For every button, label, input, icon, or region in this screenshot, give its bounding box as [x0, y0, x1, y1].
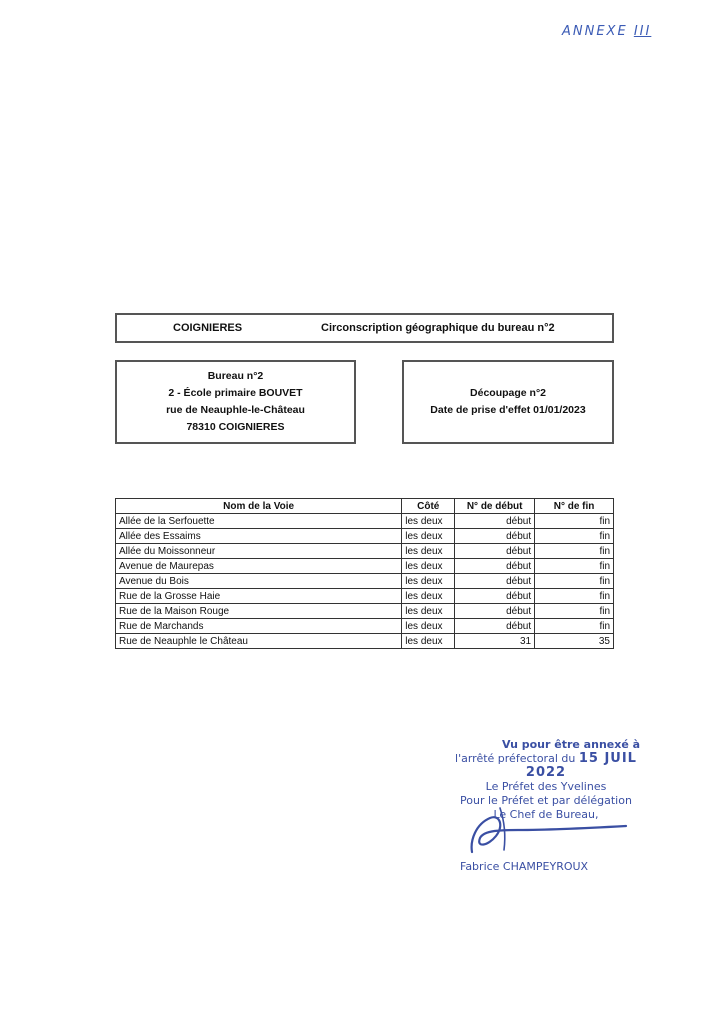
table-row	[116, 559, 614, 574]
street-side: les deux	[402, 529, 455, 544]
street-side: les deux	[402, 544, 455, 559]
street-name: Avenue de Maurepas	[116, 559, 402, 574]
street-start: début	[455, 574, 535, 589]
table-row	[116, 634, 614, 649]
street-end: fin	[535, 589, 614, 604]
street-end: fin	[535, 604, 614, 619]
street-end: fin	[535, 544, 614, 559]
street-name: Allée des Essaims	[116, 529, 402, 544]
table-row	[116, 619, 614, 634]
bureau-school: 2 - École primaire BOUVET	[168, 387, 303, 399]
header-box	[115, 313, 614, 343]
column-header: Nom de la Voie	[116, 499, 402, 514]
decoupage-box	[402, 360, 614, 444]
street-name: Allée du Moissonneur	[116, 544, 402, 559]
street-end: fin	[535, 559, 614, 574]
decoupage-date: Date de prise d'effet 01/01/2023	[430, 404, 586, 416]
bureau-postcode: 78310 COIGNIERES	[186, 421, 285, 433]
stamp-line-annexed: Vu pour être annexé à	[501, 738, 641, 751]
street-name: Avenue du Bois	[116, 574, 402, 589]
street-name: Rue de la Grosse Haie	[116, 589, 402, 604]
street-side: les deux	[402, 559, 455, 574]
table-row	[116, 514, 614, 529]
signer-name: Fabrice CHAMPEYROUX	[460, 860, 589, 873]
street-side: les deux	[402, 604, 455, 619]
street-end: 35	[535, 634, 614, 649]
stamp-line-prefect: Le Préfet des Yvelines	[485, 780, 607, 793]
street-start: début	[455, 514, 535, 529]
street-start: début	[455, 529, 535, 544]
street-side: les deux	[402, 514, 455, 529]
column-header: N° de début	[455, 499, 535, 514]
street-start: début	[455, 619, 535, 634]
street-start: début	[455, 589, 535, 604]
annex-numeral: III	[633, 24, 652, 39]
street-start: début	[455, 544, 535, 559]
annex-label	[562, 24, 651, 39]
street-name: Rue de Neauphle le Château	[116, 634, 402, 649]
stamp-decree-prefix: l'arrêté préfectoral du	[455, 752, 576, 765]
street-start: début	[455, 604, 535, 619]
street-side: les deux	[402, 574, 455, 589]
stamp-line-decree	[436, 752, 656, 780]
table-row	[116, 544, 614, 559]
stamp-date: 15 JUIL 2022	[525, 751, 637, 780]
stamp-line-delegation: Pour le Préfet et par délégation	[460, 794, 632, 807]
street-end: fin	[535, 619, 614, 634]
street-end: fin	[535, 574, 614, 589]
column-header: N° de fin	[535, 499, 614, 514]
bureau-box	[115, 360, 356, 444]
annex-word: ANNEXE	[562, 24, 628, 39]
street-name: Allée de la Serfouette	[116, 514, 402, 529]
table-row	[116, 574, 614, 589]
street-side: les deux	[402, 589, 455, 604]
street-name: Rue de la Maison Rouge	[116, 604, 402, 619]
street-side: les deux	[402, 634, 455, 649]
table-row	[116, 589, 614, 604]
city-name: COIGNIERES	[173, 322, 243, 334]
column-header: Côté	[402, 499, 455, 514]
table-header-row	[116, 499, 614, 514]
streets-table	[115, 498, 614, 649]
bureau-number: Bureau n°2	[207, 370, 264, 382]
street-start: 31	[455, 634, 535, 649]
table-row	[116, 529, 614, 544]
handwritten-signature	[430, 800, 640, 860]
table-row	[116, 604, 614, 619]
street-name: Rue de Marchands	[116, 619, 402, 634]
decoupage-number: Découpage n°2	[470, 387, 546, 399]
bureau-street: rue de Neauphle-le-Château	[166, 404, 305, 416]
street-end: fin	[535, 514, 614, 529]
street-start: début	[455, 559, 535, 574]
document-title: Circonscription géographique du bureau n°2	[321, 322, 555, 334]
street-side: les deux	[402, 619, 455, 634]
street-end: fin	[535, 529, 614, 544]
stamp-line-chief: Le Chef de Bureau,	[493, 808, 599, 821]
